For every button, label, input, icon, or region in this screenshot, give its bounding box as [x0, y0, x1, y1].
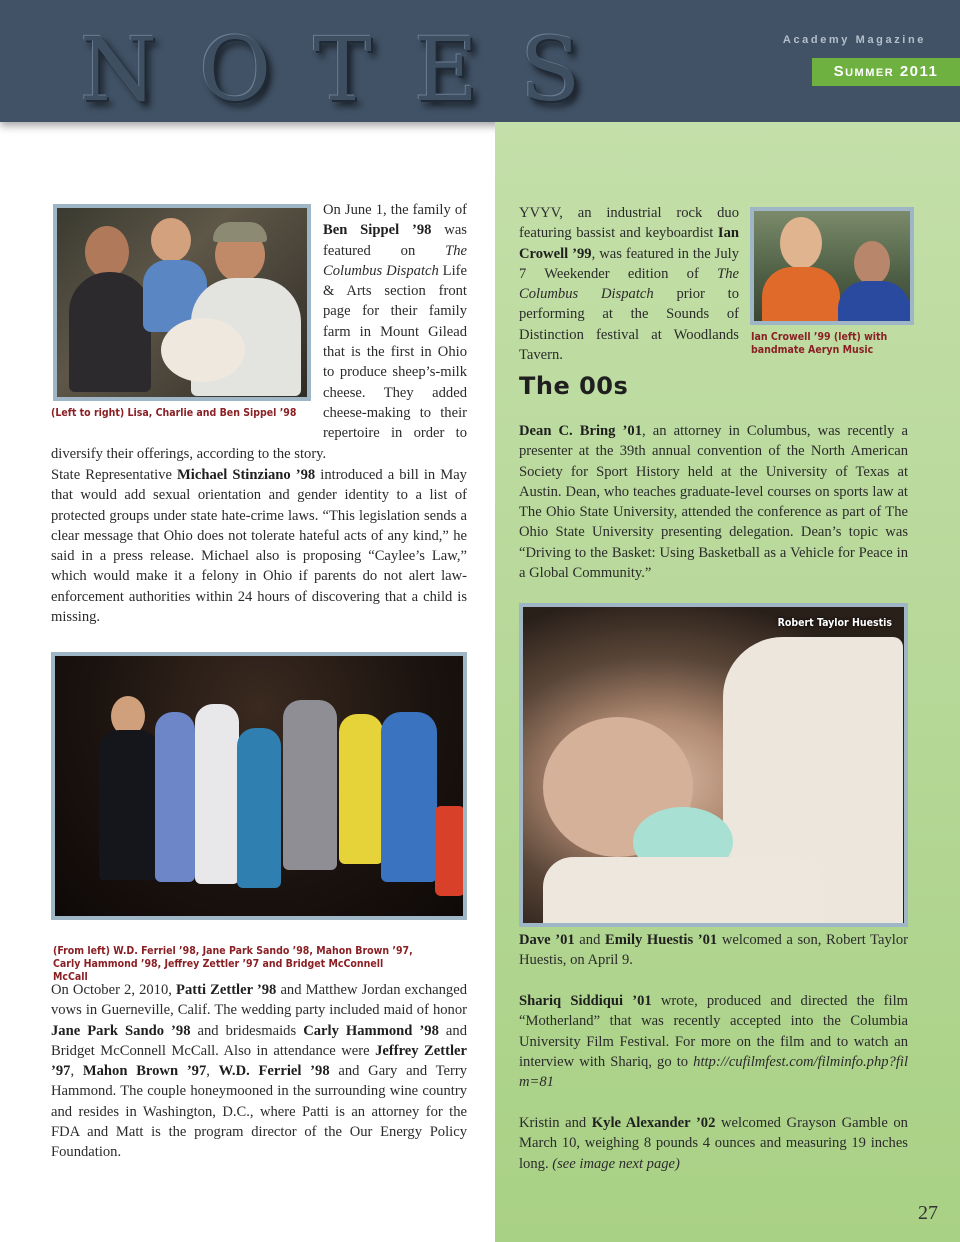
see-next-page-note: (see image next page) — [552, 1155, 680, 1172]
zettler-jeffrey-name: Jeffrey Zettler ’97 — [51, 1042, 467, 1080]
wedding-photo — [51, 652, 467, 920]
wedding-photo-image — [55, 656, 463, 916]
sando-name: Jane Park Sando ’98 — [51, 1022, 191, 1039]
crowell-name: Ian Crowell ’99 — [519, 225, 739, 262]
section-heading-00s: The 00s — [519, 372, 629, 400]
ferriel-name: W.D. Ferriel ’98 — [218, 1063, 330, 1080]
alexander-name: Kyle Alexander ’02 — [591, 1115, 716, 1131]
sippel-float-spacer — [51, 200, 323, 426]
bring-paragraph: Dean C. Bring ’01, an attorney in Columbus, was recently a presenter at the 39th annual convention of the North American Society for Sport History held at the University of Texas at Austin. Dean, who teaches graduate-level courses on sports law at The Ohio State University, attended the conference as part of The Ohio State University presenting delegation. Dean’s topic was “Driving to the Basket: Using Basketball as a Vehicle for Peace in a Global Community.” — [519, 423, 908, 582]
crowell-photo-caption: Ian Crowell ’99 (left) with bandmate Aeryn Music — [751, 331, 888, 356]
page-header — [0, 0, 960, 122]
wedding-photo-caption: (From left) W.D. Ferriel ’98, Jane Park Sando ’98, Mahon Brown ’97, Carly Hammond ’98, Jeffrey Zettler ’97 and Bridget McConnell McCall — [53, 945, 413, 983]
film-festival-link[interactable]: http://cufilmfest.com/filminfo.php?film=81 — [519, 1053, 908, 1091]
hammond-name: Carly Hammond ’98 — [303, 1022, 439, 1039]
sippel-publication: The Columbus Dispatch — [323, 242, 467, 279]
sippel-photo-caption: (Left to right) Lisa, Charlie and Ben Sippel ’98 — [51, 407, 297, 419]
huestis-photo — [519, 603, 908, 927]
wedding-paragraph: On October 2, 2010, Patti Zettler ’98 and Matthew Jordan exchanged vows in Guerneville, Calif. The wedding party included maid of honor Jane Park Sando ’98 and bridesmaids Carly Hammond ’98 and Bridget McConnell McCall. Also in attendance were Jeffrey Zettler ’97, Mahon Brown ’97, W.D. Ferriel ’98 and Gary and Terry Hammond. The couple honeymooned in the surrounding wine country and resides in Washington, D.C., where Patti is an attorney for the FDA and Matt is the program director of the Our Energy Policy Foundation. — [51, 982, 468, 1161]
crowell-photo — [750, 207, 914, 325]
stinziano-name: Michael Stinziano ’98 — [177, 467, 316, 483]
sippel-paragraph: On June 1, the family of Ben Sippel ’98 was featured on The Columbus Dispatch Life & Arts section front page for their family farm in Mount Gilead that is the first in Ohio to produce sheep’s-milk cheese. They added cheese-making to their repertoire in order to diversify their offerings, according to the story. — [51, 202, 467, 462]
alexander-paragraph: Kristin and Kyle Alexander ’02 welcomed Grayson Gamble on March 10, weighing 8 pounds 4 ounces and measuring 19 inches long. (see image next page) — [519, 1115, 908, 1172]
issue-badge: Summer 2011 — [812, 58, 960, 86]
brown-name: Mahon Brown ’97 — [82, 1063, 207, 1080]
huestis-paragraph: Dave ’01 and Emily Huestis ’01 welcomed a son, Robert Taylor Huestis, on April 9. — [519, 932, 908, 969]
emily-huestis-name: Emily Huestis ’01 — [605, 932, 718, 948]
zettler-patti-name: Patti Zettler ’98 — [176, 982, 277, 998]
page-number: 27 — [918, 1202, 938, 1224]
section-title: NOTES — [80, 18, 623, 121]
crowell-photo-image — [754, 211, 910, 321]
bring-name: Dean C. Bring ’01 — [519, 423, 642, 439]
sippel-story — [51, 200, 467, 464]
stinziano-paragraph: State Representative Michael Stinziano ’98 introduced a bill in May that would add sexual orientation and gender identity to a list of protected groups under state hate-crime laws. “This legislation sends a clear message that Ohio does not tolerate hateful acts of any kind,” he said in a press release. Michael also is proposing “Caylee’s Law,” which would make it a felony in Ohio if parents do not alert law-enforcement authorities within 24 hours of discovering that a child is missing. — [51, 467, 467, 626]
crowell-paragraph: YVYV, an industrial rock duo featuring bassist and keyboardist Ian Crowell ’99, was featured in the July 7 Weekender edition of The Columbus Dispatch prior to performing at the Sounds of Distinction festival at Woodlands Tavern. — [519, 205, 739, 364]
huestis-photo-image — [523, 607, 904, 923]
siddiqui-name: Shariq Siddiqui ’01 — [519, 993, 652, 1009]
sippel-name: Ben Sippel ’98 — [323, 222, 432, 239]
crowell-publication: The Columbus Dispatch — [519, 265, 739, 303]
huestis-photo-label: Robert Taylor Huestis — [777, 617, 892, 629]
magazine-name: Academy Magazine — [782, 34, 926, 46]
dave-huestis-name: Dave ’01 — [519, 932, 575, 948]
siddiqui-paragraph: Shariq Siddiqui ’01 wrote, produced and directed the film “Motherland” that was recently accepted into the Columbia University Film Festival. For more on the film and to watch an interview with Shariq, go to http://cufilmfest.com/filminfo.php?film=81 — [519, 993, 908, 1091]
